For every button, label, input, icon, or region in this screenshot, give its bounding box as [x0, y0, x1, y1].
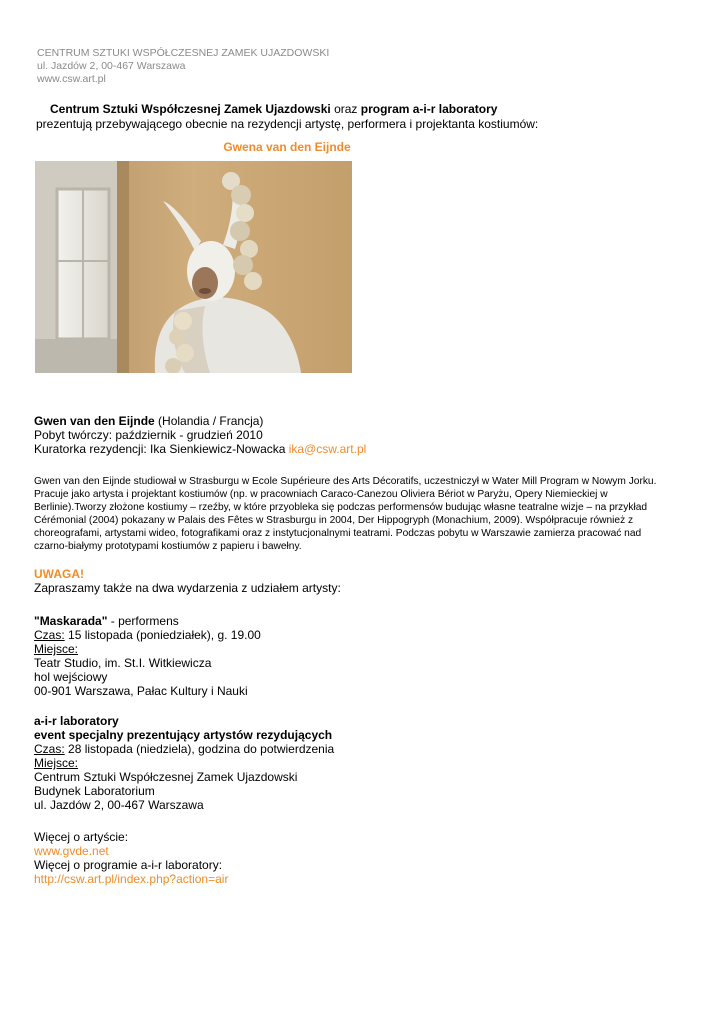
intro-and: oraz [330, 102, 361, 116]
artist-photo [35, 161, 352, 373]
intro-org: Centrum Sztuki Współczesnej Zamek Ujazdowski [50, 102, 331, 116]
letterhead-web: www.csw.art.pl [37, 73, 106, 85]
event2-place-line: Centrum Sztuki Współczesnej Zamek Ujazdowski [34, 770, 298, 784]
intro-paragraph [36, 102, 538, 132]
event2-title: a-i-r laboratory [34, 714, 119, 728]
event-air-laboratory [34, 714, 334, 812]
event1-place-line: 00-901 Warszawa, Pałac Kultury i Nauki [34, 684, 248, 698]
event1-time-label: Czas: [34, 628, 65, 642]
more-program-label: Więcej o programie a-i-r laboratory: [34, 858, 223, 872]
artist-bio: Gwen van den Eijnde studiował w Strasburgu w Ecole Supérieure des Arts Décoratifs, uczestniczył w Water Mill Program w Nowym Jorku. Pracuje jako artysta i projektant kostiumów (np. w pracowniach Caraco-Canezou Oliviera Bériot w Paryżu, Opery Niemieckiej w Berlinie).Tworzy złożone kostiumy – rzeźby, w które przyobleka się podczas performensów budując własne teatralne wizje – na przykład Cérémonial (2004) pokazany w Palais des Fêtes w Strasburgu in 2004, Der Hippogryph (Monachium, 2009). Współpracuje również z choreografami, artystami wideo, fotografikami oraz z instytucjonalnymi teatrami. Podczas pobytu w Warszawie zamierza pracować nad czarno-białymy prototypami kostiumów z papieru i bawełny. [34, 476, 657, 552]
event1-place-line: Teatr Studio, im. St.I. Witkiewicza [34, 656, 212, 670]
event2-time: 28 listopada (niedziela), godzina do potwierdzenia [64, 742, 335, 756]
letterhead-org: CENTRUM SZTUKI WSPÓŁCZESNEJ ZAMEK UJAZDOWSKI [37, 47, 330, 59]
stay-period: Pobyt twórczy: październik - grudzień 2010 [34, 428, 263, 442]
event2-place-line: ul. Jazdów 2, 00-467 Warszawa [34, 798, 204, 812]
event1-place-line: hol wejściowy [34, 670, 108, 684]
intro-program: program a-i-r laboratory [360, 102, 498, 116]
event1-place-label: Miejsce: [34, 642, 79, 656]
program-website-link[interactable]: http://csw.art.pl/index.php?action=air [34, 872, 229, 886]
curator-email-link[interactable]: ika@csw.art.pl [288, 442, 367, 456]
curator-label: Kuratorka rezydencji: Ika Sienkiewicz-Nowacka [34, 442, 289, 456]
artist-info [34, 414, 366, 456]
event1-subtitle: - performens [107, 614, 179, 628]
artist-origin: (Holandia / Francja) [154, 414, 264, 428]
more-artist-label: Więcej o artyście: [34, 830, 129, 844]
event2-subtitle: event specjalny prezentujący artystów rezydujących [34, 728, 333, 742]
notice [34, 567, 341, 595]
event1-title: "Maskarada" [34, 614, 108, 628]
notice-label: UWAGA! [34, 567, 84, 581]
event1-time: 15 listopada (poniedziałek), g. 19.00 [64, 628, 261, 642]
letterhead-address: ul. Jazdów 2, 00-467 Warszawa [37, 60, 186, 72]
artist-website-link[interactable]: www.gvde.net [34, 844, 109, 858]
notice-text: Zapraszamy także na dwa wydarzenia z udziałem artysty: [34, 581, 341, 595]
letterhead [37, 47, 329, 86]
intro-line2: prezentują przebywającego obecnie na rezydencji artystę, performera i projektanta kostiumów: [36, 117, 539, 131]
event-maskarada [34, 614, 261, 698]
event2-time-label: Czas: [34, 742, 65, 756]
more-info [34, 830, 228, 886]
artist-photo-illustration [35, 161, 352, 373]
artist-title: Gwena van den Eijnde [223, 140, 351, 154]
event2-place-label: Miejsce: [34, 756, 79, 770]
artist-name: Gwen van den Eijnde [34, 414, 155, 428]
event2-place-line: Budynek Laboratorium [34, 784, 155, 798]
